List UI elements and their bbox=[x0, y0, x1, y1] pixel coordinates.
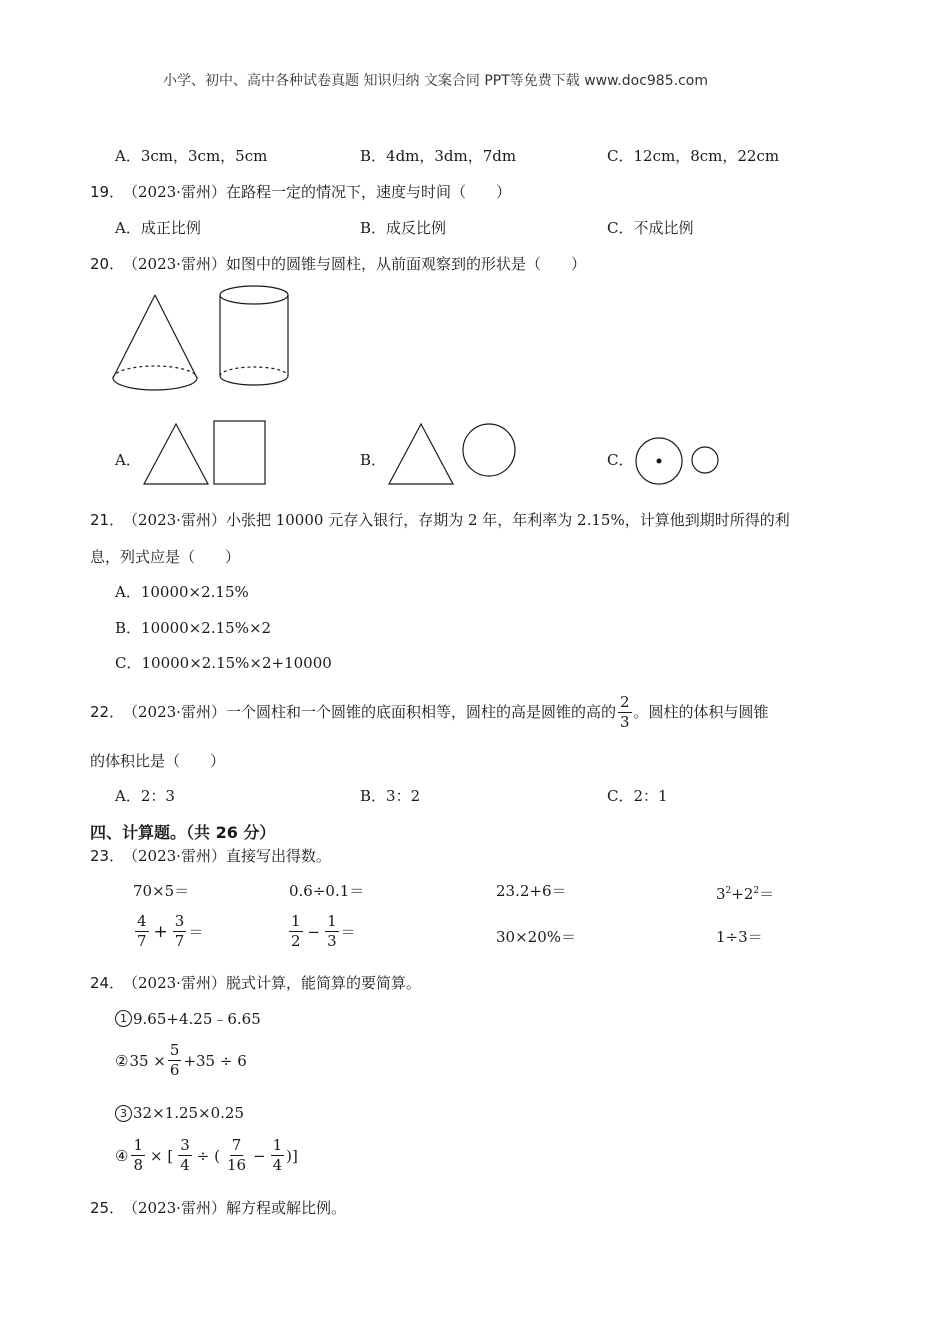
q24-expr-3 bbox=[115, 1104, 244, 1122]
q22-stem-line2: 的体积比是（ ） bbox=[90, 752, 226, 770]
q22-number: 22． bbox=[90, 703, 125, 721]
denominator: 16 bbox=[226, 1156, 247, 1174]
fraction bbox=[131, 1138, 145, 1173]
q19-option-b: B．成反比例 bbox=[360, 219, 447, 237]
q22-option-c: C．2：1 bbox=[607, 787, 668, 805]
fraction bbox=[178, 1138, 192, 1173]
q20-option-c-figure bbox=[633, 435, 728, 487]
q21-stem-line2: 息，列式应是（ ） bbox=[90, 548, 241, 566]
q24-stem: （2023·雷州）脱式计算，能简算的要简算。 bbox=[123, 974, 421, 992]
q18-option-a: A．3cm，3cm，5cm bbox=[115, 147, 268, 165]
denominator: 7 bbox=[137, 932, 147, 950]
q25-number: 25． bbox=[90, 1199, 125, 1217]
cone-shape bbox=[113, 295, 197, 390]
fraction bbox=[325, 914, 339, 949]
triangle-shape bbox=[144, 424, 208, 484]
cylinder-shape bbox=[220, 286, 288, 385]
minus-sign: − bbox=[307, 922, 321, 941]
numerator: 1 bbox=[272, 1136, 283, 1154]
denominator: 6 bbox=[169, 1061, 180, 1079]
numerator: 1 bbox=[291, 912, 301, 930]
q22-stem-line1 bbox=[123, 690, 769, 734]
numerator: 7 bbox=[231, 1136, 242, 1154]
equals-sign: ＝ bbox=[340, 923, 356, 941]
circled-number-2: ② bbox=[115, 1051, 129, 1070]
q22-fraction-denominator: 3 bbox=[619, 712, 630, 731]
q21-option-c: C．10000×2.15%×2+10000 bbox=[115, 654, 332, 672]
circled-number-4: ④ bbox=[115, 1146, 129, 1165]
q20-number: 20． bbox=[90, 255, 125, 273]
minus-sign: − bbox=[253, 1146, 266, 1165]
section-title: 四、计算题。（共 26 分） bbox=[90, 823, 276, 842]
q22-fraction-numerator: 2 bbox=[619, 692, 630, 711]
numerator: 3 bbox=[180, 1136, 190, 1154]
denominator: 8 bbox=[133, 1156, 143, 1174]
q24-expr-2-pre: 35 × bbox=[129, 1051, 166, 1070]
numerator: 1 bbox=[133, 1136, 143, 1154]
q23-item-5 bbox=[133, 914, 203, 949]
plus-sign: + bbox=[153, 921, 168, 942]
q22-stem-before: （2023·雷州）一个圆柱和一个圆锥的底面积相等，圆柱的高是圆锥的高的 bbox=[123, 703, 616, 721]
fraction bbox=[168, 1043, 182, 1078]
q22-fraction bbox=[618, 692, 632, 731]
rectangle-shape bbox=[214, 421, 265, 484]
equals-sign: ＝ bbox=[188, 923, 204, 941]
q24-expr-1-text: 9.65+4.25﹣6.65 bbox=[133, 1010, 261, 1028]
fraction bbox=[225, 1138, 248, 1173]
page-header: 小学、初中、高中各种试卷真题 知识归纳 文案合同 PPT等免费下载 www.doc985.com bbox=[163, 73, 708, 89]
q19-number: 19． bbox=[90, 183, 125, 201]
q23-pow-plus: + bbox=[731, 885, 744, 903]
numerator: 1 bbox=[327, 912, 337, 930]
q23-stem: （2023·雷州）直接写出得数。 bbox=[123, 847, 331, 865]
numerator: 4 bbox=[137, 912, 147, 930]
denominator: 4 bbox=[180, 1156, 190, 1174]
q22-option-b: B．3：2 bbox=[360, 787, 421, 805]
q20-option-a: A． bbox=[115, 451, 141, 469]
q24-expr-4 bbox=[115, 1138, 298, 1173]
q23-pow-equals: ＝ bbox=[759, 885, 775, 903]
denominator: 2 bbox=[291, 932, 301, 950]
q24-expr-1 bbox=[115, 1008, 261, 1029]
fraction bbox=[289, 914, 303, 949]
q23-pow-exp-2: 2 bbox=[753, 886, 760, 896]
q23-pow-exp-1: 2 bbox=[725, 886, 732, 896]
q20-option-b: B． bbox=[360, 451, 387, 469]
q18-option-b: B．4dm，3dm，7dm bbox=[360, 147, 517, 165]
q20-option-b-figure bbox=[385, 420, 520, 490]
cone-cylinder-figure bbox=[105, 285, 305, 395]
q24-expr-2-post: +35 ÷ 6 bbox=[183, 1051, 247, 1070]
center-dot-shape bbox=[657, 459, 662, 464]
q23-pow-base-2: 2 bbox=[743, 885, 754, 903]
triangle-shape bbox=[389, 424, 453, 484]
closing-brackets: )] bbox=[286, 1146, 298, 1165]
q23-item-7: 30×20%＝ bbox=[496, 928, 576, 946]
q18-option-c: C．12cm，8cm，22cm bbox=[607, 147, 780, 165]
numerator: 5 bbox=[169, 1041, 180, 1059]
q19-option-c: C．不成比例 bbox=[607, 219, 694, 237]
small-circle-shape bbox=[692, 447, 718, 473]
denominator: 7 bbox=[174, 932, 185, 950]
q21-stem-line1: （2023·雷州）小张把 10000 元存入银行，存期为 2 年，年利率为 2.15%，计算他到期时所得的利 bbox=[123, 511, 790, 529]
times-bracket: × [ bbox=[150, 1146, 174, 1165]
q19-stem: （2023·雷州）在路程一定的情况下，速度与时间（ ） bbox=[123, 183, 511, 201]
q21-number: 21． bbox=[90, 511, 125, 529]
q23-pow-base-1: 3 bbox=[716, 885, 726, 903]
q23-item-6 bbox=[287, 914, 356, 949]
q23-item-2: 0.6÷0.1＝ bbox=[289, 882, 365, 900]
circle-shape bbox=[463, 424, 515, 476]
fraction bbox=[135, 914, 149, 949]
q24-expr-2 bbox=[115, 1043, 247, 1078]
numerator: 3 bbox=[174, 912, 185, 930]
circled-number-3: 3 bbox=[115, 1105, 132, 1122]
q22-stem-after: 。圆柱的体积与圆锥 bbox=[633, 703, 769, 721]
q24-number: 24． bbox=[90, 974, 125, 992]
q24-expr-3-text: 32×1.25×0.25 bbox=[133, 1104, 245, 1122]
q22-option-a: A．2：3 bbox=[115, 787, 175, 805]
q20-option-a-figure bbox=[140, 418, 270, 490]
q21-option-a: A．10000×2.15% bbox=[115, 583, 249, 601]
q23-item-1: 70×5＝ bbox=[133, 882, 190, 900]
denominator: 3 bbox=[327, 932, 337, 950]
fraction bbox=[173, 914, 187, 949]
q19-option-a: A．成正比例 bbox=[115, 219, 201, 237]
q23-number: 23． bbox=[90, 847, 125, 865]
fraction bbox=[271, 1138, 285, 1173]
divide-paren: ÷ ( bbox=[196, 1146, 220, 1165]
circled-number-1: 1 bbox=[115, 1010, 132, 1027]
q23-item-8: 1÷3＝ bbox=[716, 928, 763, 946]
denominator: 4 bbox=[272, 1156, 283, 1174]
q23-item-4 bbox=[716, 881, 774, 904]
q20-stem: （2023·雷州）如图中的圆锥与圆柱，从前面观察到的形状是（ ） bbox=[123, 255, 586, 273]
q21-option-b: B．10000×2.15%×2 bbox=[115, 619, 272, 637]
q23-item-3: 23.2+6＝ bbox=[496, 882, 567, 900]
q20-option-c: C． bbox=[607, 451, 634, 469]
q25-stem: （2023·雷州）解方程或解比例。 bbox=[123, 1199, 346, 1217]
